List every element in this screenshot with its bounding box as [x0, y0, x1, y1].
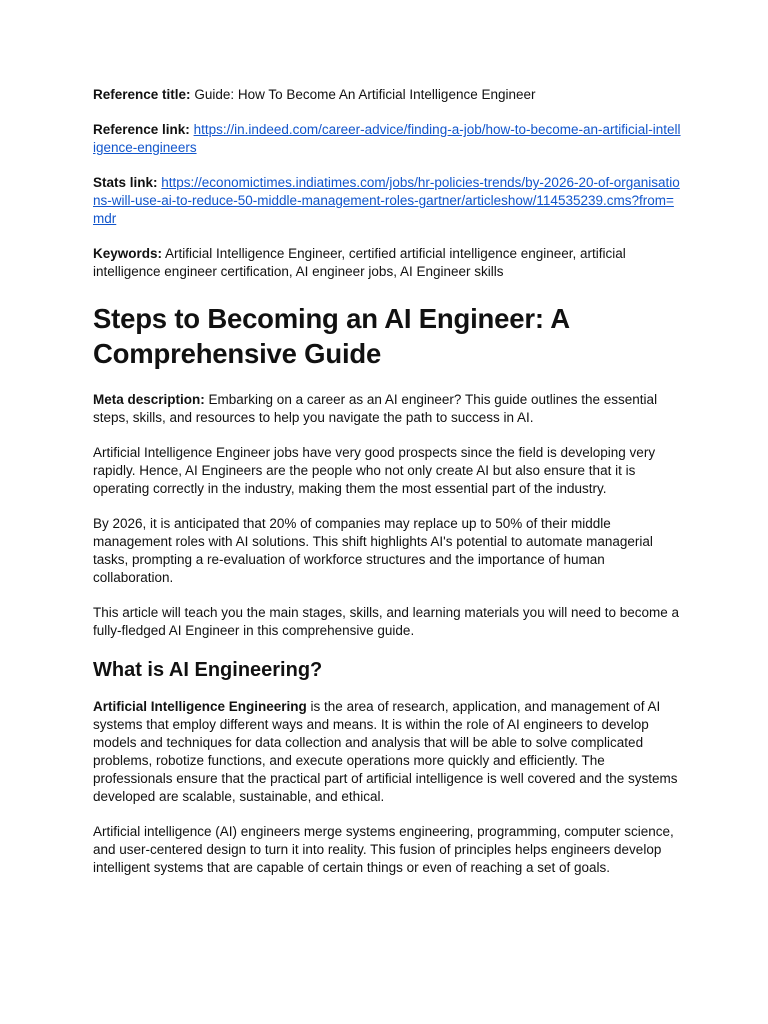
- meta-description-line: [93, 391, 683, 427]
- reference-title-value: Guide: How To Become An Artificial Intelligence Engineer: [194, 87, 536, 102]
- keywords-value: Artificial Intelligence Engineer, certified artificial intelligence engineer, artificial intelligence engineer certification, AI engineer jobs, AI Engineer skills: [93, 246, 626, 279]
- stats-link[interactable]: https://economictimes.indiatimes.com/jobs/hr-policies-trends/by-2026-20-of-organisations-will-use-ai-to-reduce-50-middle-management-roles-gartner/articleshow/114535239.cms?from=mdr: [93, 175, 680, 226]
- intro-paragraph-1: Artificial Intelligence Engineer jobs have very good prospects since the field is developing very rapidly. Hence, AI Engineers are the people who not only create AI but also ensure that it is operating correctly in the industry, making them the most essential part of the industry.: [93, 445, 656, 496]
- closing-paragraph: Artificial intelligence (AI) engineers merge systems engineering, programming, computer science, and user-centered design to turn it into reality. This fusion of principles helps engineers develop intelligent systems that are capable of certain things or even of reaching a set of goals.: [93, 824, 674, 875]
- intro-paragraph-2: By 2026, it is anticipated that 20% of companies may replace up to 50% of their middle management roles with AI solutions. This shift highlights AI's potential to automate managerial tasks, prompting a re-evaluation of workforce structures and the importance of human collaboration.: [93, 516, 653, 585]
- reference-link[interactable]: https://in.indeed.com/career-advice/finding-a-job/how-to-become-an-artificial-intelligence-engineers: [93, 122, 681, 155]
- meta-description-label: Meta description:: [93, 392, 205, 407]
- stats-link-label: Stats link:: [93, 175, 158, 190]
- definition-text: is the area of research, application, and management of AI systems that employ different ways and means. It is within the role of AI engineers to develop models and techniques for data collection and analysis that will be able to solve complicated problems, robotize functions, and execute operations more quickly and efficiently. The professionals ensure that the practical part of artificial intelligence is well covered and the systems developed are scalable, sustainable, and ethical.: [93, 699, 678, 804]
- stats-link-line: [93, 174, 683, 228]
- intro-paragraph-3: This article will teach you the main stages, skills, and learning materials you will need to become a fully-fledged AI Engineer in this comprehensive guide.: [93, 605, 680, 638]
- reference-title-label: Reference title:: [93, 87, 191, 102]
- reference-title-line: [93, 86, 683, 104]
- article-title: Steps to Becoming an AI Engineer: A Comprehensive Guide: [93, 303, 569, 369]
- definition-paragraph: [93, 698, 683, 806]
- document-page: [93, 86, 683, 894]
- keywords-label: Keywords:: [93, 246, 163, 261]
- reference-link-line: [93, 121, 683, 157]
- section-heading: What is AI Engineering?: [93, 659, 323, 681]
- reference-link-label: Reference link:: [93, 122, 190, 137]
- keywords-line: [93, 245, 683, 281]
- definition-term: Artificial Intelligence Engineering: [93, 699, 307, 714]
- meta-description-value: Embarking on a career as an AI engineer? This guide outlines the essential steps, skills, and resources to help you navigate the path to success in AI.: [93, 392, 658, 425]
